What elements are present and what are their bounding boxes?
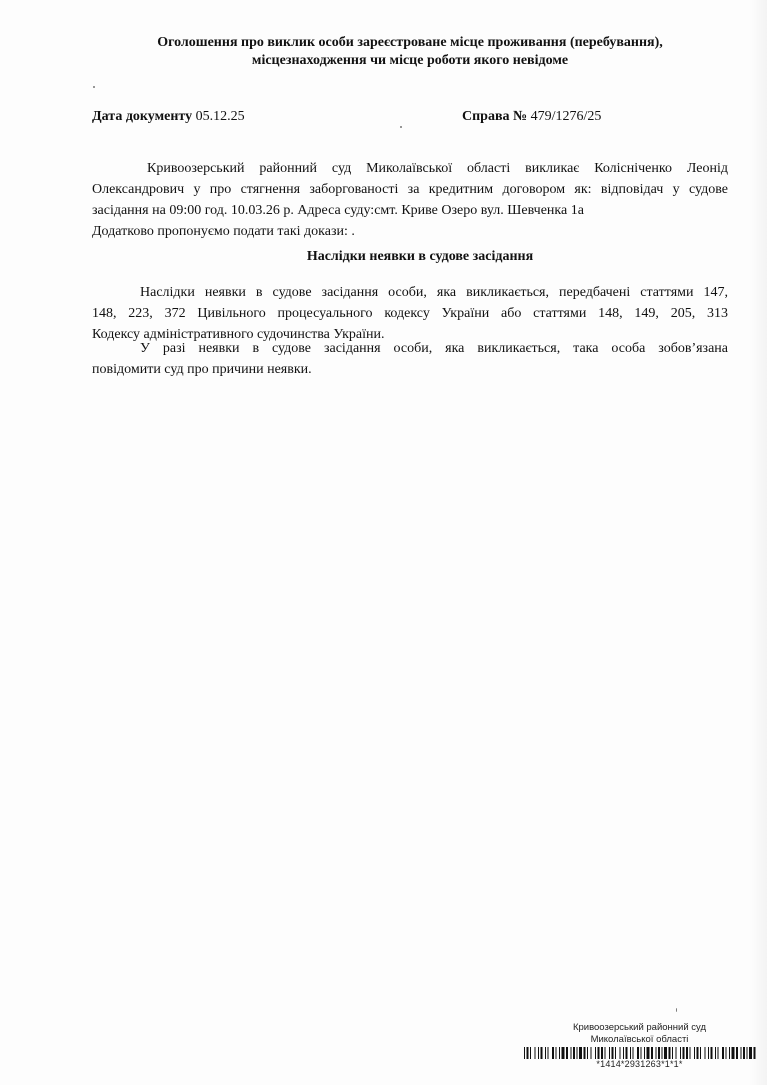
consequences-p1-line-1: Наслідки неявки в судове засідання особи, яка викликається, передбачені статтями 147, xyxy=(140,285,728,300)
stamp-code: *1414*2931263*1*1* xyxy=(596,1059,683,1069)
title-line-1: Оголошення про виклик особи зареєстроване місце проживання (перебування), xyxy=(157,35,663,50)
document-date xyxy=(92,108,245,126)
scan-speck xyxy=(400,126,402,128)
stamp-court-name: Кривоозерський районний суд xyxy=(572,1022,707,1033)
consequences-p1-line-2: 148, 223, 372 Цивільного процесуального кодексу України або статтями 148, 149, 205, 313 xyxy=(92,306,728,321)
consequences-p2-line-2: повідомити суд про причини неявки. xyxy=(92,362,312,377)
court-registry-stamp xyxy=(522,1022,757,1070)
summons-line-1: Кривоозерський районний суд Миколаївської області викликає Колісніченко Леонід xyxy=(147,161,728,176)
summons-line-2: Олександрович у про стягнення заборгованості за кредитним договором як: відповідач у судове xyxy=(92,182,728,197)
consequences-paragraph-1 xyxy=(92,282,728,345)
scan-speck xyxy=(93,86,95,88)
consequences-p2-line-1: У разі неявки в судове засідання особи, яка викликається, така особа зобов’язана xyxy=(140,341,728,356)
consequences-p1-line-3: Кодексу адміністративного судочинства України. xyxy=(92,327,385,342)
case-value: 479/1276/25 xyxy=(530,109,602,124)
scan-speck xyxy=(676,1008,677,1012)
barcode xyxy=(524,1047,756,1059)
case-number xyxy=(462,108,601,126)
summons-line-4: Додатково пропонуємо подати такі докази: . xyxy=(92,224,355,239)
summons-paragraph xyxy=(92,158,728,242)
summons-line-3: засідання на 09:00 год. 10.03.26 р. Адреса суду:смт. Криве Озеро вул. Шевченка 1а xyxy=(92,203,584,218)
consequences-heading: Наслідки неявки в судове засідання xyxy=(306,249,534,264)
document-title xyxy=(90,34,730,70)
case-label: Справа № xyxy=(462,109,528,124)
scan-shadow-edge xyxy=(749,0,767,1085)
stamp-region: Миколаївської області xyxy=(590,1034,689,1045)
consequences-paragraph-2 xyxy=(92,338,728,380)
title-line-2: місцезнаходження чи місце роботи якого невідоме xyxy=(251,53,569,68)
date-label: Дата документу xyxy=(92,109,193,124)
date-value: 05.12.25 xyxy=(195,109,245,124)
